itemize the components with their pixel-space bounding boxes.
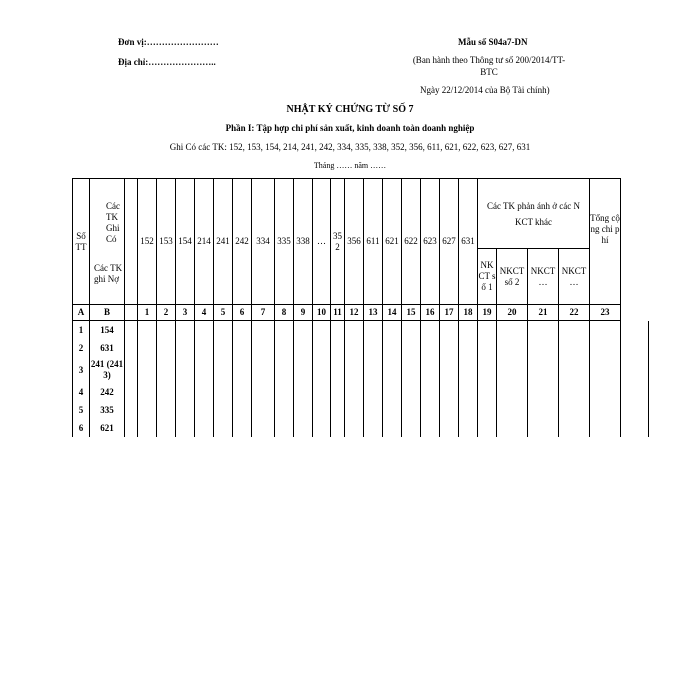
table-cell [383,321,402,340]
table-cell [331,419,345,437]
table-cell [345,419,364,437]
period-line: Tháng …… năm …… [313,161,387,170]
col-acc-152: 152 [138,179,157,305]
table-cell [157,401,176,419]
table-cell [559,383,590,401]
table-cell [157,321,176,340]
table-cell [331,383,345,401]
table-cell [313,357,331,383]
table-cell [176,419,195,437]
form-number: Mẫu số S04a7-DN [458,37,528,47]
col-acc-356: 356 [345,179,364,305]
col-acc-623: 623 [421,179,440,305]
col-nkct-4: NKCT … [559,249,590,305]
column-index-cell: 5 [214,305,233,321]
column-index-cell: 12 [345,305,364,321]
column-index-cell: 18 [459,305,478,321]
column-index-cell: 22 [559,305,590,321]
table-cell [497,419,528,437]
table-cell [294,321,313,340]
column-index-cell: 13 [364,305,383,321]
table-cell [176,401,195,419]
table-cell [214,383,233,401]
col-accounts-header [90,179,125,305]
row-number: 4 [73,383,90,401]
table-cell [252,401,275,419]
table-cell [294,383,313,401]
table-cell [195,357,214,383]
other-nkct-group-header: Các TK phản ánh ở các NKCT khác [478,179,590,249]
table-cell [590,419,621,437]
table-cell [345,401,364,419]
table-cell [138,357,157,383]
table-cell [478,419,497,437]
table-cell [364,383,383,401]
table-cell [138,383,157,401]
table-cell [125,401,138,419]
journal-table [72,178,649,437]
table-cell [275,339,294,357]
table-row [73,339,649,357]
document-title: NHẬT KÝ CHỨNG TỪ SỐ 7 [286,104,414,115]
table-cell [497,383,528,401]
table-cell [590,401,621,419]
table-cell [364,419,383,437]
col-acc-153: 153 [157,179,176,305]
table-cell [252,383,275,401]
table-cell [559,401,590,419]
table-cell [313,419,331,437]
col-acc-242: 242 [233,179,252,305]
table-cell [383,401,402,419]
table-cell [478,401,497,419]
col-stt-header: Số TT [73,179,90,305]
table-cell [383,339,402,357]
table-cell [402,339,421,357]
row-account: 242 [90,383,125,401]
column-index-cell: 10 [313,305,331,321]
table-cell [459,383,478,401]
table-cell [421,401,440,419]
table-cell [125,419,138,437]
table-cell [459,339,478,357]
table-row [73,321,649,340]
table-cell [313,401,331,419]
table-cell [345,383,364,401]
table-cell [275,321,294,340]
col-acc-335: 335 [275,179,294,305]
address-label: Địa chỉ:………………….. [118,57,216,67]
table-cell [559,339,590,357]
table-cell [621,383,649,401]
table-cell [459,419,478,437]
table-cell [331,339,345,357]
table-cell [214,357,233,383]
table-cell [364,339,383,357]
table-cell [364,321,383,340]
table-cell [138,339,157,357]
table-cell [478,321,497,340]
table-cell [176,339,195,357]
table-cell [331,357,345,383]
column-index-row [73,305,649,321]
row-account: 621 [90,419,125,437]
col-acc-214: 214 [195,179,214,305]
col-acc-241: 241 [214,179,233,305]
table-cell [214,401,233,419]
table-cell [459,357,478,383]
table-cell [345,321,364,340]
col-acc-631: 631 [459,179,478,305]
table-cell [233,419,252,437]
table-cell [383,419,402,437]
table-cell [497,321,528,340]
table-cell [528,339,559,357]
column-index-cell: 16 [421,305,440,321]
table-cell [214,321,233,340]
table-row [73,401,649,419]
row-number: 3 [73,357,90,383]
table-cell [590,339,621,357]
table-cell [497,357,528,383]
table-cell [313,321,331,340]
table-cell [331,401,345,419]
accounts-debit-label: Các TK ghi Nợ [94,262,123,284]
accounts-credit-label: Các TK Ghi Có [106,200,120,244]
table-cell [345,339,364,357]
table-cell [621,339,649,357]
table-cell [590,321,621,340]
table-row [73,419,649,437]
table-cell [478,357,497,383]
table-cell [345,357,364,383]
table-cell [590,357,621,383]
table-cell [402,383,421,401]
table-cell [364,357,383,383]
row-account: 335 [90,401,125,419]
table-cell [440,383,459,401]
col-acc-ellipsis: … [313,179,331,305]
part-title: Phần I: Tập hợp chi phí sản xuất, kinh doanh toàn doanh nghiệp [225,123,475,133]
table-cell [252,419,275,437]
table-cell [275,383,294,401]
table-cell [294,419,313,437]
table-cell [478,383,497,401]
table-cell [157,339,176,357]
table-cell [157,419,176,437]
col-acc-611: 611 [364,179,383,305]
table-cell [176,357,195,383]
row-number: 2 [73,339,90,357]
table-cell [402,401,421,419]
table-cell [421,419,440,437]
table-cell [294,357,313,383]
table-cell [559,321,590,340]
table-cell [402,357,421,383]
column-index-cell: 21 [528,305,559,321]
table-cell [402,321,421,340]
table-cell [233,401,252,419]
table-cell [528,401,559,419]
table-cell [559,357,590,383]
table-cell [275,401,294,419]
credit-accounts-line: Ghi Có các TK: 152, 153, 154, 214, 241, 242, 334, 335, 338, 352, 356, 611, 621, 622, 623, 627, 631 [169,142,531,152]
issued-by-line1: (Ban hành theo Thông tư số 200/2014/TT- [412,55,566,65]
column-index-cell: A [73,305,90,321]
table-cell [176,321,195,340]
table-cell [294,401,313,419]
table-cell [125,339,138,357]
col-acc-621: 621 [383,179,402,305]
table-cell [459,401,478,419]
table-cell [233,357,252,383]
table-cell [421,339,440,357]
table-cell [478,339,497,357]
table-cell [125,383,138,401]
table-cell [440,357,459,383]
row-number: 1 [73,321,90,340]
col-nkct-1: NKCT số 1 [478,249,497,305]
table-cell [125,357,138,383]
table-cell [294,339,313,357]
table-cell [138,419,157,437]
table-cell [157,357,176,383]
col-acc-622: 622 [402,179,421,305]
column-index-spacer [125,305,138,321]
table-cell [214,339,233,357]
table-cell [313,383,331,401]
table-cell [528,419,559,437]
table-cell [195,383,214,401]
column-index-cell: 9 [294,305,313,321]
table-cell [138,401,157,419]
table-cell [621,321,649,340]
table-cell [621,419,649,437]
table-cell [528,357,559,383]
row-number: 6 [73,419,90,437]
table-cell [497,339,528,357]
column-index-cell: 3 [176,305,195,321]
table-cell [383,357,402,383]
table-cell [233,339,252,357]
table-cell [252,321,275,340]
issued-date: Ngày 22/12/2014 của Bộ Tài chính) [420,85,550,95]
col-spacer [125,179,138,305]
table-cell [252,357,275,383]
table-cell [157,383,176,401]
column-index-cell: 17 [440,305,459,321]
table-cell [233,321,252,340]
column-index-cell: 23 [590,305,621,321]
table-cell [233,383,252,401]
table-cell [195,321,214,340]
table-cell [497,401,528,419]
table-cell [528,383,559,401]
col-total-header: Tổng cộng chi phí [590,179,621,305]
column-index-cell: 7 [252,305,275,321]
table-cell [528,321,559,340]
table-cell [421,321,440,340]
column-index-cell: 15 [402,305,421,321]
table-cell [421,357,440,383]
table-cell [275,357,294,383]
issued-by-line2: BTC [480,67,498,77]
table-row [73,383,649,401]
col-acc-154: 154 [176,179,195,305]
column-index-cell: 11 [331,305,345,321]
table-cell [195,401,214,419]
table-cell [176,383,195,401]
table-cell [138,321,157,340]
col-acc-334: 334 [252,179,275,305]
column-index-cell: B [90,305,125,321]
column-index-cell: 2 [157,305,176,321]
col-acc-352: 352 [331,179,345,305]
row-account: 154 [90,321,125,340]
table-cell [195,339,214,357]
table-cell [421,383,440,401]
table-cell [440,401,459,419]
table-cell [402,419,421,437]
table-row [73,357,649,383]
row-account: 631 [90,339,125,357]
table-cell [313,339,331,357]
col-nkct-2: NKCT số 2 [497,249,528,305]
unit-label: Đơn vị:…………………… [118,37,219,47]
row-account: 241 (2413) [90,357,125,383]
column-index-cell: 20 [497,305,528,321]
table-cell [590,383,621,401]
table-cell [621,401,649,419]
table-cell [459,321,478,340]
column-index-cell: 19 [478,305,497,321]
table-cell [383,383,402,401]
table-cell [252,339,275,357]
table-cell [275,419,294,437]
table-cell [440,339,459,357]
table-cell [364,401,383,419]
column-index-cell: 14 [383,305,402,321]
column-index-cell: 1 [138,305,157,321]
table-cell [440,419,459,437]
table-cell [125,321,138,340]
table-cell [214,419,233,437]
table-cell [440,321,459,340]
column-index-cell: 6 [233,305,252,321]
col-nkct-3: NKCT … [528,249,559,305]
table-cell [331,321,345,340]
column-index-cell: 4 [195,305,214,321]
table-cell [621,357,649,383]
column-index-cell: 8 [275,305,294,321]
col-acc-338: 338 [294,179,313,305]
col-acc-627: 627 [440,179,459,305]
table-cell [559,419,590,437]
table-cell [195,419,214,437]
row-number: 5 [73,401,90,419]
